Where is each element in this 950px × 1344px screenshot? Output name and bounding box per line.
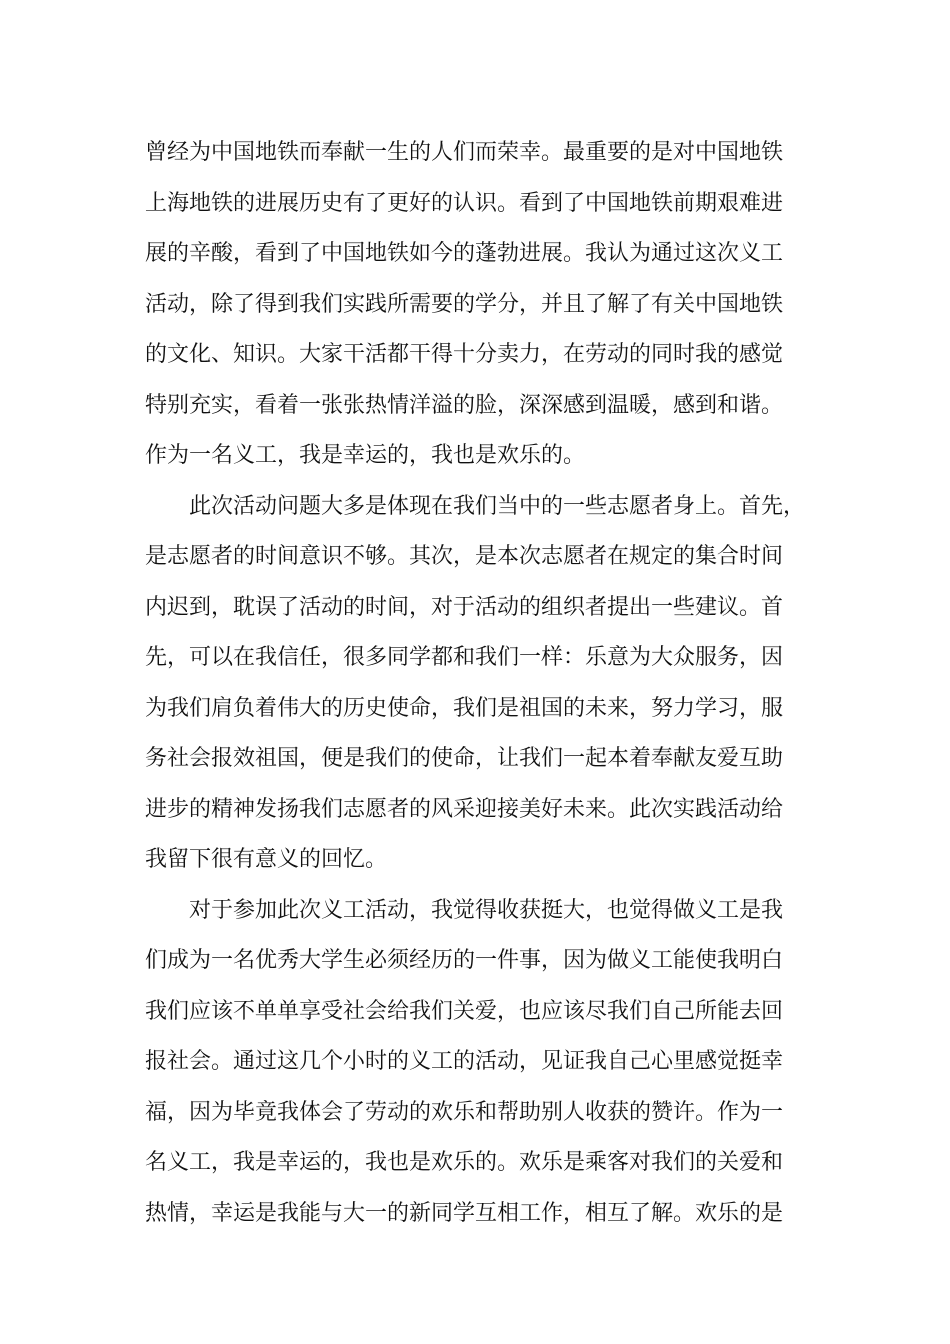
paragraph-2 xyxy=(145,482,825,886)
text-line: 进步的精神发扬我们志愿者的风采迎接美好未来。此次实践活动给 xyxy=(145,796,784,822)
text-line: 名义工，我是幸运的，我也是欢乐的。欢乐是乘客对我们的关爱和 xyxy=(145,1150,784,1175)
text-line: 先，可以在我信任，很多同学都和我们一样：乐意为大众服务，因 xyxy=(145,645,784,670)
text-line: 我留下很有意义的回忆。 xyxy=(145,847,388,872)
text-line: 报社会。通过这几个小时的义工的活动，见证我自己心里感觉挺幸 xyxy=(145,1049,784,1074)
text-line: 我们应该不单单享受社会给我们关爱，也应该尽我们自己所能去回 xyxy=(145,998,784,1024)
paragraph-1 xyxy=(145,128,825,482)
text-line: 作为一名义工，我是幸运的，我也是欢乐的。 xyxy=(145,443,586,468)
text-line: 对于参加此次义工活动，我觉得收获挺大，也觉得做义工是我 xyxy=(189,897,784,923)
text-line: 的文化、知识。大家干活都干得十分卖力，在劳动的同时我的感觉 xyxy=(145,342,784,367)
text-line: 特别充实，看着一张张热情洋溢的脸，深深感到温暖，感到和谐。 xyxy=(145,392,784,418)
text-line: 活动，除了得到我们实践所需要的学分，并且了解了有关中国地铁 xyxy=(145,291,784,317)
text-line: 曾经为中国地铁而奉献一生的人们而荣幸。最重要的是对中国地铁 xyxy=(145,140,784,165)
text-line: 福，因为毕竟我体会了劳动的欢乐和帮助别人收获的赞许。作为一 xyxy=(145,1099,784,1125)
text-line: 展的辛酸，看到了中国地铁如今的蓬勃进展。我认为通过这次义工 xyxy=(145,241,784,266)
document-body xyxy=(145,128,825,1239)
text-line: 热情，幸运是我能与大一的新同学互相工作，相互了解。欢乐的是 xyxy=(145,1200,784,1226)
paragraph-3 xyxy=(145,886,825,1240)
text-line: 务社会报效祖国，便是我们的使命，让我们一起本着奉献友爱互助 xyxy=(145,746,784,771)
text-line: 此次活动问题大多是体现在我们当中的一些志愿者身上。首先， xyxy=(189,493,806,519)
text-line: 内迟到，耽误了活动的时间，对于活动的组织者提出一些建议。首 xyxy=(145,594,784,620)
text-line: 上海地铁的进展历史有了更好的认识。看到了中国地铁前期艰难进 xyxy=(145,190,784,216)
text-line: 是志愿者的时间意识不够。其次，是本次志愿者在规定的集合时间 xyxy=(145,544,784,569)
text-line: 为我们肩负着伟大的历史使命，我们是祖国的未来，努力学习，服 xyxy=(145,695,784,721)
text-line: 们成为一名优秀大学生必须经历的一件事，因为做义工能使我明白 xyxy=(145,948,784,973)
